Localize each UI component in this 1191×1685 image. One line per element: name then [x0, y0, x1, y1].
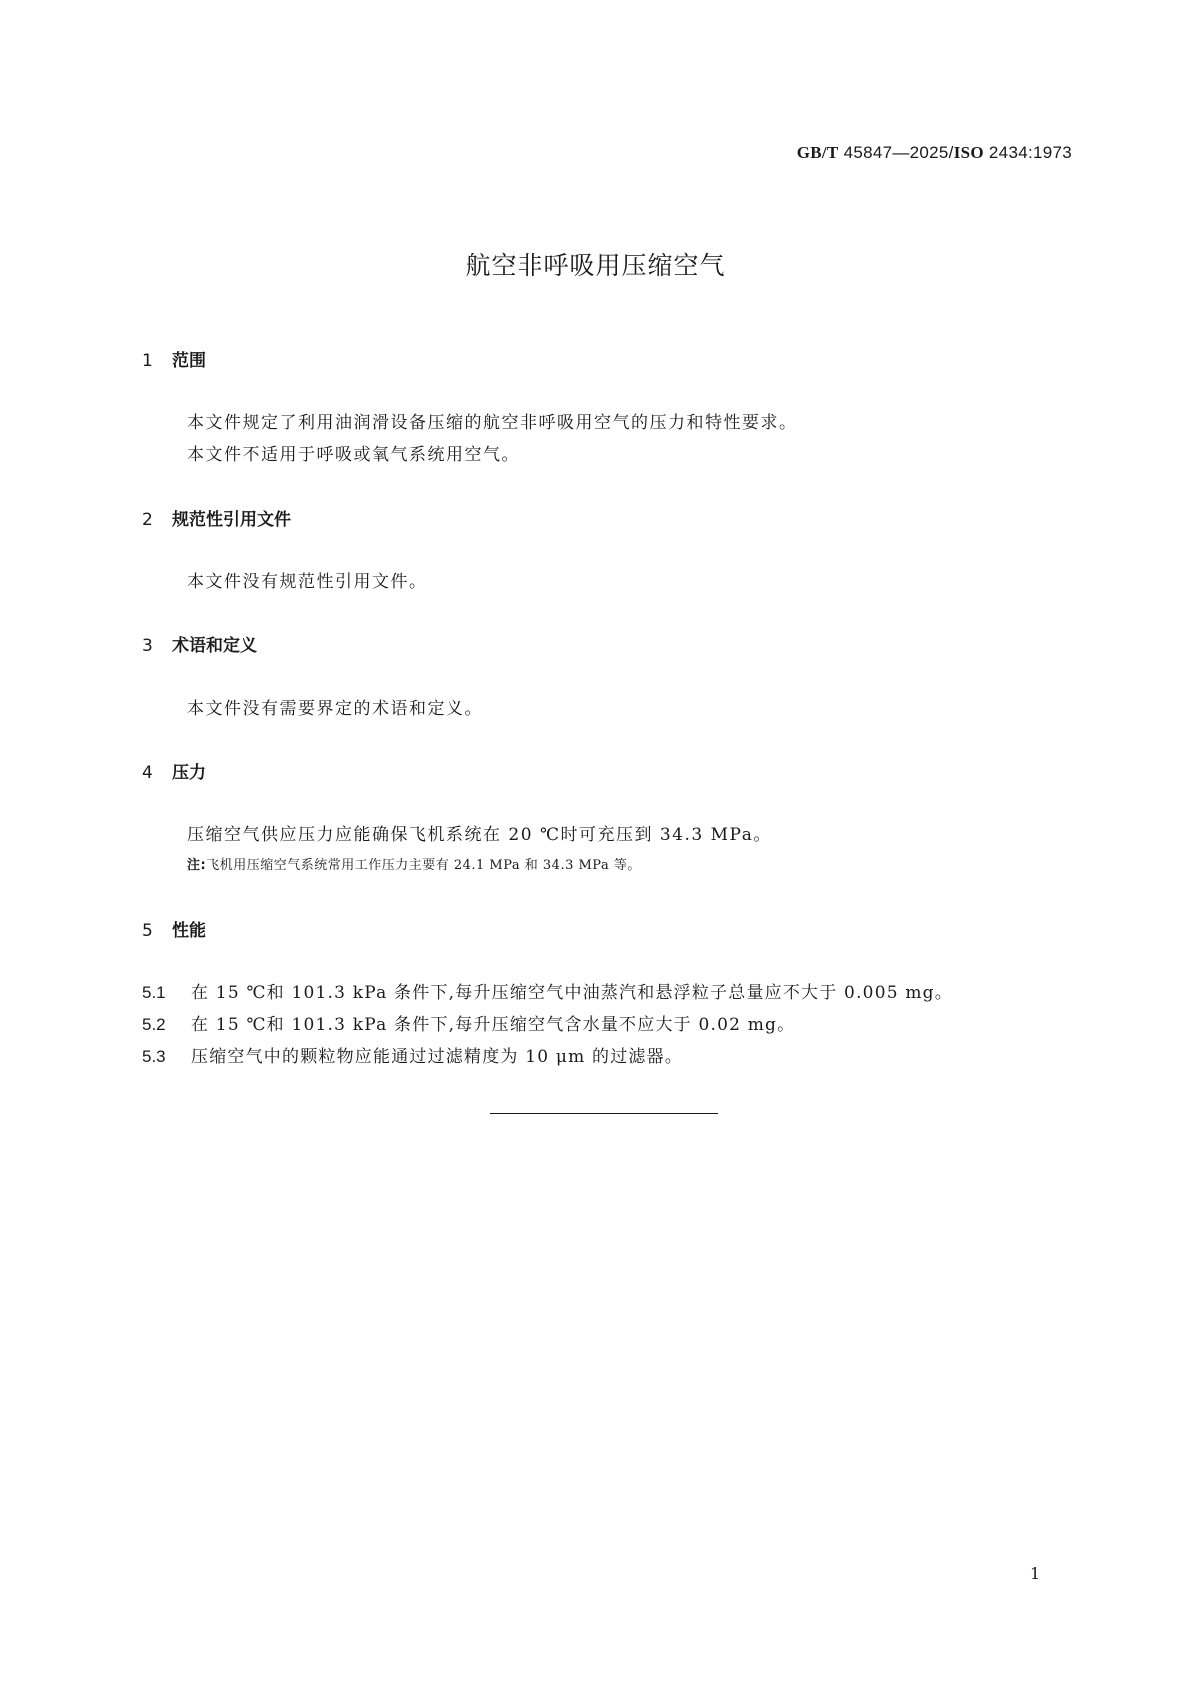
standard-code: [797, 143, 1072, 163]
pressure-paragraph: 压缩空气供应压力应能确保飞机系统在 20 ℃时可充压到 34.3 MPa。: [187, 825, 772, 845]
note-text: 飞机用压缩空气系统常用工作压力主要有 24.1 MPa 和 34.3 MPa 等。: [206, 858, 641, 873]
clause-text: 在 15 ℃和 101.3 kPa 条件下,每升压缩空气中油蒸汽和悬浮粒子总量应不大于 0.005 mg。: [191, 983, 953, 1003]
note-label: 注:: [187, 858, 207, 873]
clause-number: 5.2: [142, 1015, 166, 1034]
iso-number: 2434:1973: [983, 143, 1072, 162]
scope-paragraph-2: 本文件不适用于呼吸或氧气系统用空气。: [187, 445, 520, 465]
normative-references-paragraph: 本文件没有规范性引用文件。: [187, 572, 428, 592]
section-title: 术语和定义: [172, 636, 257, 656]
section-title: 规范性引用文件: [172, 510, 291, 530]
scope-paragraph-1: 本文件规定了利用油润滑设备压缩的航空非呼吸用空气的压力和特性要求。: [187, 413, 798, 433]
section-title: 性能: [172, 921, 206, 941]
clause-5-2: [142, 1010, 795, 1035]
clause-number: 5.3: [142, 1047, 166, 1066]
page-number: 1: [1030, 1564, 1041, 1583]
iso-prefix: ISO: [953, 143, 984, 162]
std-prefix: GB/T: [796, 143, 839, 162]
section-number: 1: [142, 351, 153, 371]
terms-paragraph: 本文件没有需要界定的术语和定义。: [187, 699, 483, 719]
document-title: 航空非呼吸用压缩空气: [465, 251, 726, 280]
section-number: 2: [142, 510, 153, 530]
clause-5-3: [142, 1042, 683, 1067]
end-of-document-rule: [490, 1113, 718, 1114]
section-number: 4: [142, 763, 153, 783]
clause-text: 在 15 ℃和 101.3 kPa 条件下,每升压缩空气含水量不应大于 0.02 mg。: [191, 1015, 796, 1035]
section-title: 范围: [172, 351, 206, 371]
section-number: 5: [142, 921, 153, 941]
std-number: 45847—2025/: [838, 143, 954, 162]
clause-text: 压缩空气中的颗粒物应能通过过滤精度为 10 μm 的过滤器。: [191, 1047, 684, 1067]
section-heading-scope: [142, 346, 206, 371]
clause-number: 5.1: [142, 983, 166, 1002]
section-number: 3: [142, 636, 153, 656]
section-heading-terms: [142, 631, 257, 656]
section-title: 压力: [172, 763, 206, 783]
section-heading-pressure: [142, 758, 206, 783]
clause-5-1: [142, 978, 953, 1003]
pressure-note: [187, 854, 641, 873]
section-heading-performance: [142, 916, 206, 941]
section-heading-normative-references: [142, 505, 291, 530]
